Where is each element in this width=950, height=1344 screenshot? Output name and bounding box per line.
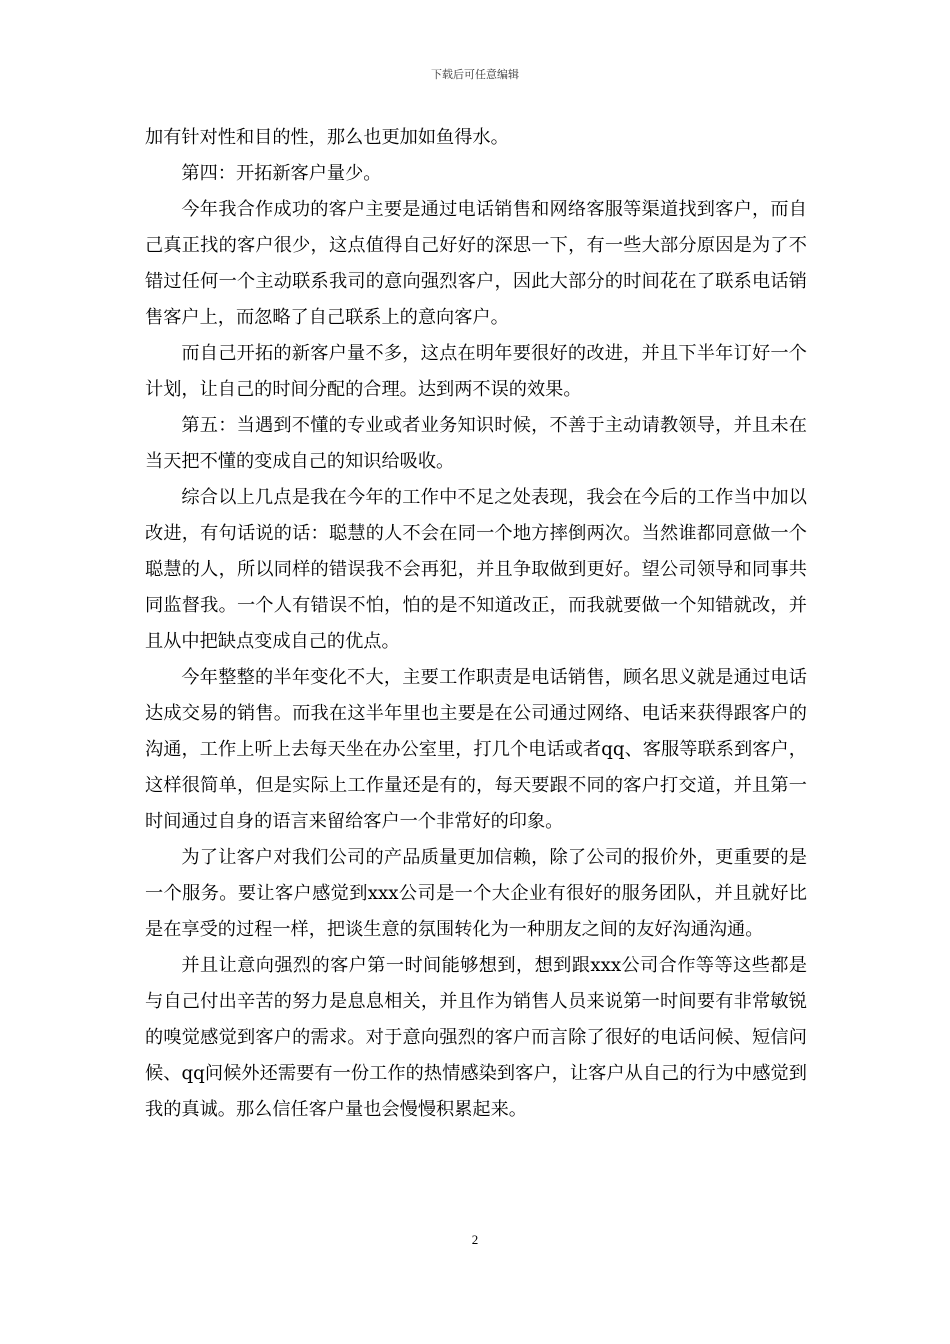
paragraph-point-five: 第五：当遇到不懂的专业或者业务知识时候，不善于主动请教领导，并且未在当天把不懂的变成自己的知识给吸收。 — [145, 415, 807, 472]
paragraph-new-customer-plan: 而自己开拓的新客户量不多，这点在明年要很好的改进，并且下半年订好一个计划，让自己的时间分配的合理。达到两不误的效果。 — [145, 343, 807, 400]
page-number: 2 — [471, 1232, 479, 1247]
paragraph-summary: 综合以上几点是我在今年的工作中不足之处表现，我会在今后的工作当中加以改进，有句话说的话：聪慧的人不会在同一个地方摔倒两次。当然谁都同意做一个聪慧的人，所以同样的错误我不会再犯，并且争取做到更好。望公司领导和同事共同监督我。一个人有错误不怕，怕的是不知道改正，而我就要做一个知错就改，并且从中把缺点变成自己的优点。 — [145, 487, 807, 652]
paragraph-point-four: 第四：开拓新客户量少。 — [181, 163, 382, 184]
paragraph-phone-sales: 今年整整的半年变化不大，主要工作职责是电话销售，顾名思义就是通过电话达成交易的销售。而我在这半年里也主要是在公司通过网络、电话来获得跟客户的沟通，工作上听上去每天坐在办公室里，打几个电话或者qq、客服等联系到客户，这样很简单，但是实际上工作量还是有的，每天要跟不同的客户打交道，并且第一时间通过自身的语言来留给客户一个非常好的印象。 — [145, 667, 807, 832]
paragraph-service: 为了让客户对我们公司的产品质量更加信赖，除了公司的报价外，更重要的是一个服务。要让客户感觉到xxx公司是一个大企业有很好的服务团队，并且就好比是在享受的过程一样，把谈生意的氛围转化为一种朋友之间的友好沟通沟通。 — [145, 847, 807, 940]
document-body — [145, 120, 807, 1128]
paragraph-continuation: 加有针对性和目的性，那么也更加如鱼得水。 — [145, 127, 509, 148]
paragraph-customer-trust: 并且让意向强烈的客户第一时间能够想到，想到跟xxx公司合作等等这些都是与自己付出辛苦的努力是息息相关，并且作为销售人员来说第一时间要有非常敏锐的嗅觉感觉到客户的需求。对于意向强烈的客户而言除了很好的电话问候、短信问候、qq问候外还需要有一份工作的热情感染到客户，让客户从自己的行为中感觉到我的真诚。那么信任客户量也会慢慢积累起来。 — [145, 955, 807, 1120]
page-header-note: 下载后可任意编辑 — [431, 68, 519, 81]
paragraph-customer-source: 今年我合作成功的客户主要是通过电话销售和网络客服等渠道找到客户，而自己真正找的客户很少，这点值得自己好好的深思一下，有一些大部分原因是为了不错过任何一个主动联系我司的意向强烈客户，因此大部分的时间花在了联系电话销售客户上，而忽略了自己联系上的意向客户。 — [145, 199, 807, 328]
